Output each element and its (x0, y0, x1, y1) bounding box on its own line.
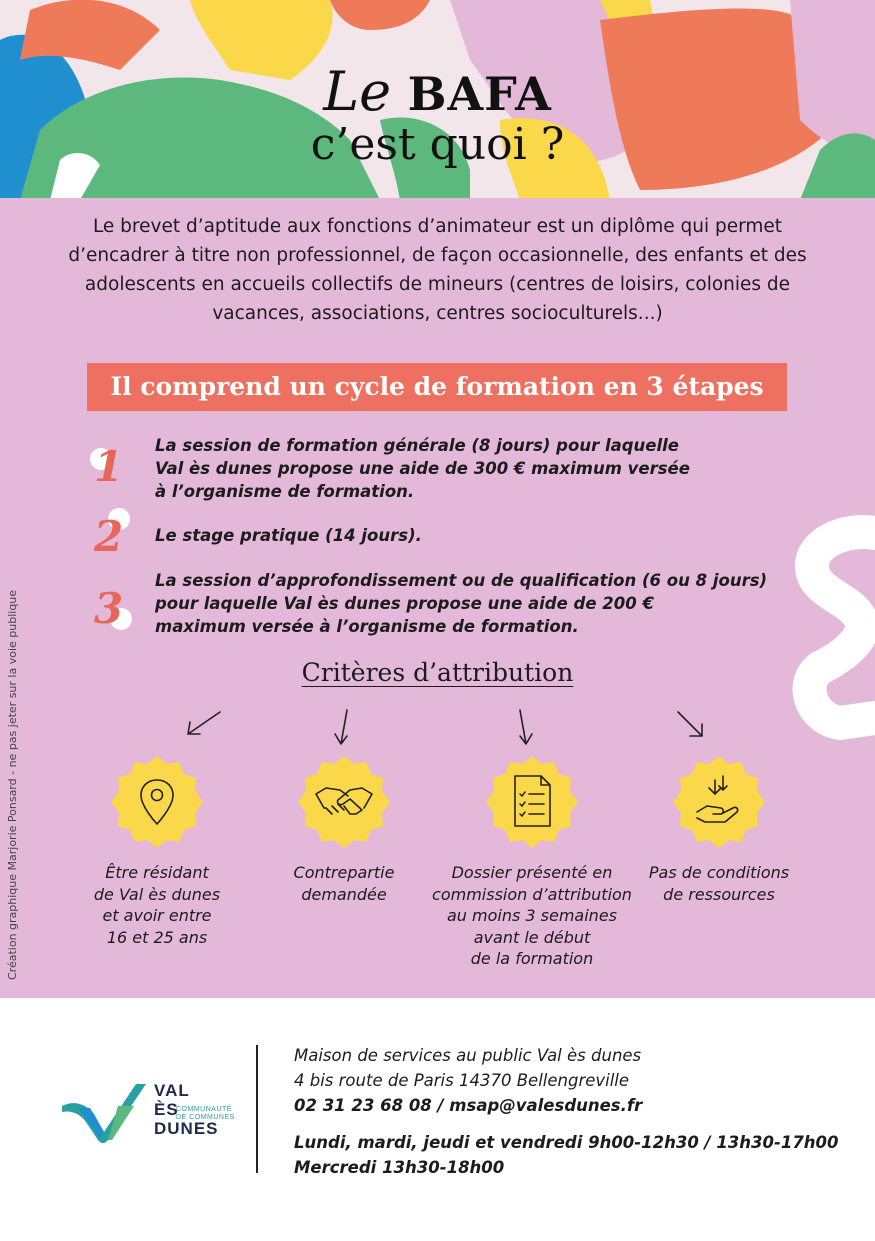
step-1-text: La session de formation générale (8 jours) pour laquelle Val ès dunes propose une aide de 300 € maximum versée à l’organisme de formation. (155, 436, 690, 501)
location-pin-icon (109, 754, 205, 850)
hand-money-icon (671, 754, 767, 850)
arrow-down-left-icon (180, 706, 230, 746)
criteria-title: Critères d’attribution (301, 658, 574, 687)
logo-name: VAL ÈS DUNES (154, 1081, 219, 1138)
document-checklist-icon (484, 754, 580, 850)
step-3-number: 3 (90, 584, 134, 634)
design-credit: Création graphique Marjorie Ponsard - ne pas jeter sur la voie publique (6, 589, 19, 980)
step-3-text: La session d’approfondissement ou de qualification (6 ou 8 jours) pour laquelle Val ès dunes propose une aide de 200 € maximum versée à l’organisme de formation. (155, 571, 768, 636)
arrow-down-right-icon (672, 706, 712, 746)
contact-info (294, 1043, 854, 1180)
footer (0, 998, 875, 1241)
criterion-file: Dossier présenté en commission d’attribution au moins 3 semaines avant le début de la formation (432, 863, 632, 968)
hero-banner (0, 0, 875, 200)
footer-divider (256, 1045, 258, 1173)
title-le: Le (323, 60, 392, 123)
criterion-no-income-condition: Pas de conditions de ressources (648, 863, 790, 904)
contact-line1: Maison de services au public Val ès dunes (294, 1046, 642, 1065)
content-panel (0, 198, 875, 998)
contact-phone-email[interactable]: 02 31 23 68 08 / msap@valesdunes.fr (294, 1096, 643, 1115)
criterion-counterpart: Contrepartie demandée (293, 863, 395, 904)
step-2-number: 2 (90, 512, 134, 562)
intro-paragraph: Le brevet d’aptitude aux fonctions d’animateur est un diplôme qui permet d’encadrer à titre non professionnel, de façon occasionnelle, des enfants et des adolescents en accueils collectifs de mineurs (centres de loisirs, colonies de vacances, associations, centres socioculturels...) (68, 216, 807, 324)
handshake-icon (296, 754, 392, 850)
logo-subtitle: COMMUNAUTÉ DE COMMUNES (176, 1106, 235, 1121)
arrow-down-icon-2 (510, 706, 550, 750)
title-bafa: BAFA (407, 67, 552, 121)
page-title (0, 60, 875, 170)
opening-hours-wednesday: Mercredi 13h30-18h00 (294, 1158, 505, 1177)
arrow-down-icon-1 (325, 706, 365, 750)
step-1-number: 1 (90, 442, 134, 492)
step-2-text: Le stage pratique (14 jours). (155, 526, 422, 545)
criterion-residence: Être résidant de Val ès dunes et avoir entre 16 et 25 ans (93, 863, 221, 947)
title-line2: c’est quoi ? (310, 119, 565, 170)
opening-hours-weekdays: Lundi, mardi, jeudi et vendredi 9h00-12h30 / 13h30-17h00 (294, 1133, 839, 1152)
contact-address: 4 bis route de Paris 14370 Bellengreville (294, 1071, 630, 1090)
cycle-banner: Il comprend un cycle de formation en 3 étapes (87, 363, 787, 411)
